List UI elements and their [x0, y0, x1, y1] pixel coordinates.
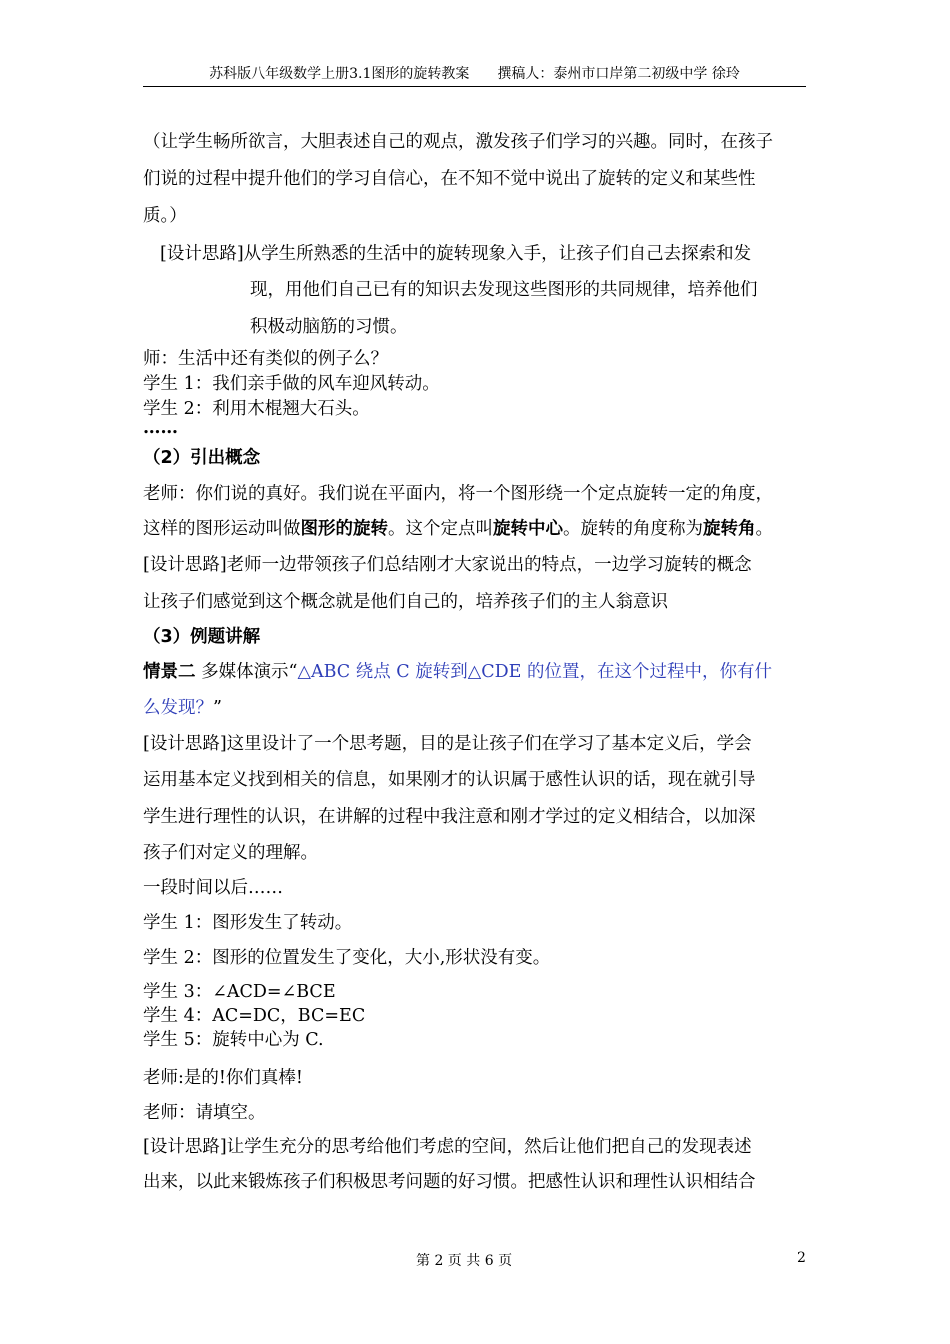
- definition-text: 。这个定点叫: [388, 519, 493, 539]
- design-note-line: [设计思路]这里设计了一个思考题，目的是让孩子们在学习了基本定义后，学会: [143, 734, 752, 754]
- dialog-line: 学生 1：我们亲手做的风车迎风转动。: [143, 374, 440, 394]
- design-note-line: 运用基本定义找到相关的信息，如果刚才的认识属于感性认识的话，现在就引导: [143, 770, 756, 790]
- design-note-line: 积极动脑筋的习惯。: [250, 317, 408, 337]
- scenario-question: △ABC 绕点 C 旋转到△CDE 的位置，在这个过程中，你有什: [297, 662, 772, 682]
- dialog-line: 学生 5：旋转中心为 C.: [143, 1030, 324, 1050]
- dialog-line: 老师：请填空。: [143, 1103, 266, 1123]
- paragraph-line: 质。）: [143, 206, 187, 226]
- term-rotation-angle: 旋转角: [703, 519, 756, 539]
- term-rotation-center: 旋转中心: [493, 519, 563, 539]
- dialog-line: 一段时间以后……: [143, 878, 283, 898]
- dialog-line: 学生 1：图形发生了转动。: [143, 913, 353, 933]
- scenario-line: [143, 694, 222, 719]
- design-note-line: 出来，以此来锻炼孩子们积极思考问题的好习惯。把感性认识和理性认识相结合: [143, 1172, 756, 1192]
- paragraph-line: 们说的过程中提升他们的学习自信心，在不知不觉中说出了旋转的定义和某些性: [143, 169, 756, 189]
- scenario-question: 么发现？: [143, 698, 213, 718]
- scenario-intro: 多媒体演示“: [195, 662, 298, 682]
- scenario-line: [143, 658, 772, 683]
- term-rotation: 图形的旋转: [300, 519, 388, 539]
- scenario-label: 情景二: [143, 662, 196, 682]
- design-note-line: 现，用他们自己已有的知识去发现这些图形的共同规律，培养他们: [250, 280, 758, 300]
- design-note-line: [设计思路]从学生所熟悉的生活中的旋转现象入手，让孩子们自己去探索和发: [160, 244, 752, 264]
- dialog-line: 学生 3：∠ACD=∠BCE: [143, 982, 336, 1002]
- definition-text: 这样的图形运动叫做: [143, 519, 301, 539]
- section-heading-3: （3）例题讲解: [143, 627, 261, 647]
- paragraph-line: 老师：你们说的真好。我们说在平面内，将一个图形绕一个定点旋转一定的角度，: [143, 484, 773, 504]
- page-info: 第 2 页 共 6 页: [416, 1253, 513, 1269]
- definition-line: [143, 515, 773, 540]
- dialog-line: 学生 4：AC=DC，BC=EC: [143, 1006, 366, 1026]
- page-header: [143, 64, 806, 87]
- design-note-line: 孩子们对定义的理解。: [143, 843, 318, 863]
- dialog-line: 学生 2：图形的位置发生了变化，大小,形状没有变。: [143, 948, 551, 968]
- dialog-line: 师：生活中还有类似的例子么？: [143, 349, 388, 369]
- design-note-line: 让孩子们感觉到这个概念就是他们自己的，培养孩子们的主人翁意识: [143, 592, 668, 612]
- header-author: 撰稿人：泰州市口岸第二初级中学 徐玲: [497, 66, 740, 82]
- scenario-quote-end: ”: [213, 698, 222, 718]
- design-note-line: [设计思路]老师一边带领孩子们总结刚才大家说出的特点，一边学习旋转的概念: [143, 555, 752, 575]
- dialog-line: 学生 2：利用木棍翘大石头。: [143, 399, 370, 419]
- section-heading-2: （2）引出概念: [143, 448, 261, 468]
- definition-text: 。旋转的角度称为: [563, 519, 703, 539]
- paragraph-line: （让学生畅所欲言，大胆表述自己的观点，激发孩子们学习的兴趣。同时，在孩子: [143, 132, 773, 152]
- header-title: 苏科版八年级数学上册3.1图形的旋转教案: [209, 66, 470, 82]
- dialog-line: 老师:是的!你们真棒!: [143, 1068, 303, 1088]
- ellipsis-line: ……: [143, 418, 178, 438]
- design-note-line: [设计思路]让学生充分的思考给他们考虑的空间，然后让他们把自己的发现表述: [143, 1137, 752, 1157]
- page-number: 2: [797, 1250, 806, 1266]
- definition-text: 。: [755, 519, 773, 539]
- design-note-line: 学生进行理性的认识，在讲解的过程中我注意和刚才学过的定义相结合，以加深: [143, 807, 756, 827]
